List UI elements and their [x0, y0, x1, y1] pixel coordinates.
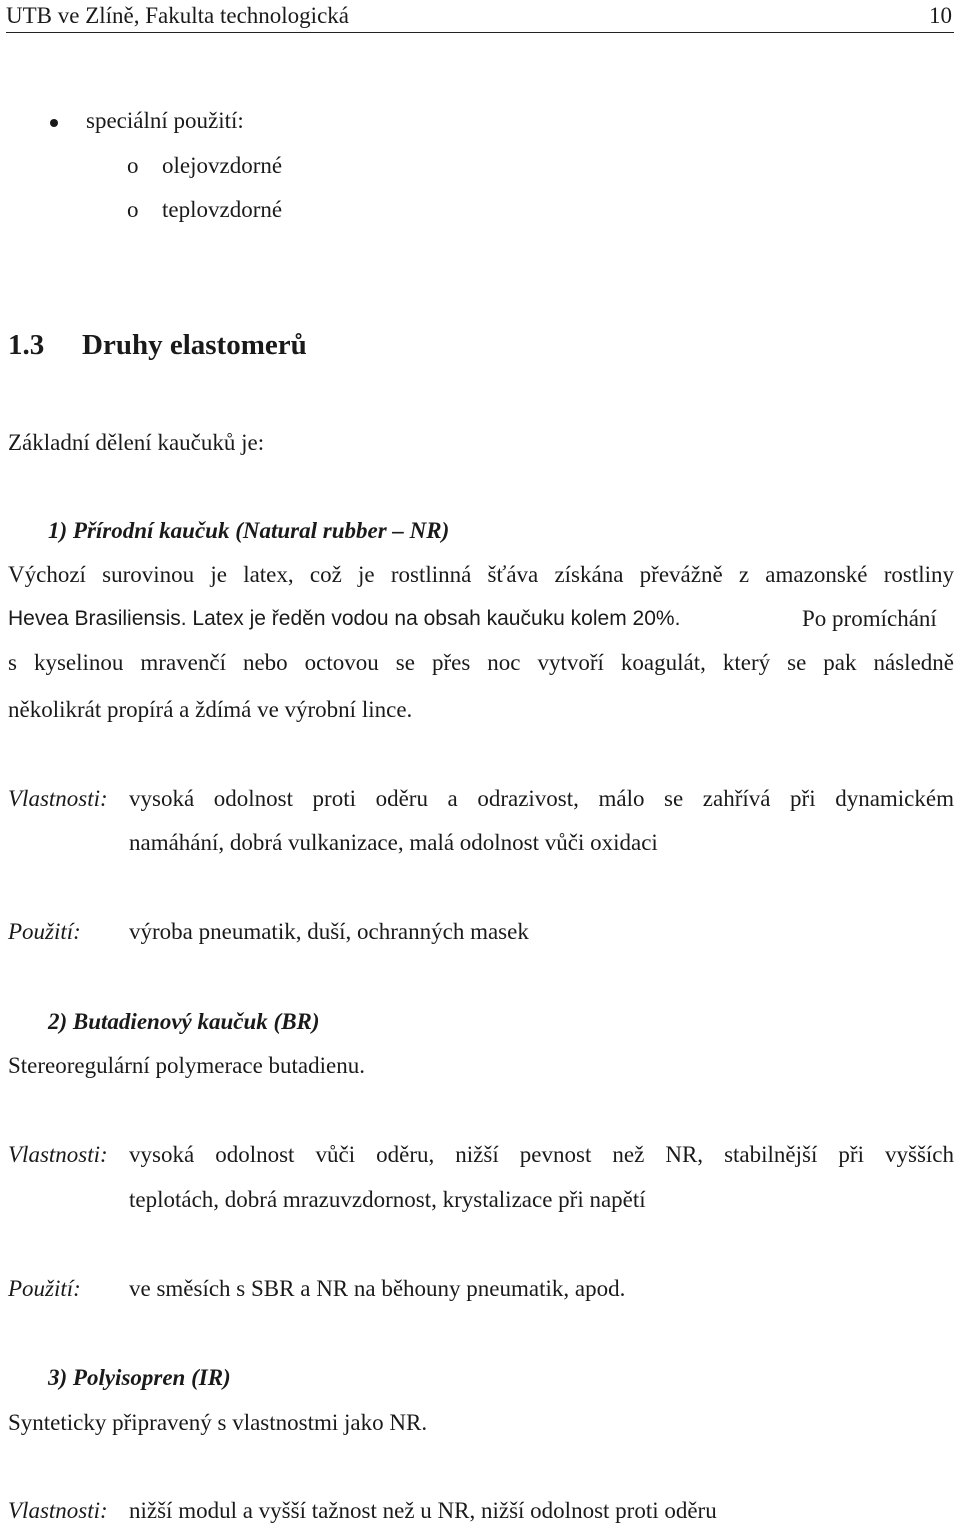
nr-use-label: Použití: — [8, 919, 81, 944]
page-header — [6, 0, 954, 33]
br-props-line1: vysoká odolnost vůči oděru, nižší pevnost než NR, stabilnější při vyšších — [129, 1142, 954, 1167]
page-number: 10 — [929, 3, 952, 28]
list-item: speciální použití: — [86, 108, 244, 133]
nr-use-text: výroba pneumatik, duší, ochranných masek — [129, 919, 529, 944]
br-props-label: Vlastnosti: — [8, 1142, 108, 1167]
intro-text: Základní dělení kaučuků je: — [8, 430, 265, 455]
nr-line2a: Hevea Brasiliensis. Latex je ředěn vodou na obsah kaučuku kolem 20%. — [8, 607, 681, 630]
nr-props-line2: namáhání, dobrá vulkanizace, malá odolnost vůči oxidaci — [129, 830, 658, 855]
ir-desc: Synteticky připravený s vlastnostmi jako NR. — [8, 1410, 428, 1435]
nr-line1: Výchozí surovinou je latex, což je rostlinná šťáva získána převážně z amazonské rostliny — [8, 562, 954, 587]
nr-props-label: Vlastnosti: — [8, 786, 108, 811]
nr-heading: 1) Přírodní kaučuk (Natural rubber – NR) — [48, 518, 450, 543]
br-props-line2: teplotách, dobrá mrazuvzdornost, krystalizace při napětí — [129, 1187, 646, 1212]
ir-props-line1: nižší modul a vyšší tažnost než u NR, nižší odolnost proti oděru — [129, 1498, 717, 1523]
nr-line3: s kyselinou mravenčí nebo octovou se přes noc vytvoří koagulát, který se pak následně — [8, 650, 954, 675]
br-desc: Stereoregulární polymerace butadienu. — [8, 1053, 365, 1078]
bullet-icon — [50, 119, 58, 127]
nr-line2b: Po promíchání — [802, 606, 937, 631]
ir-heading: 3) Polyisopren (IR) — [48, 1365, 231, 1390]
br-use-text: ve směsích s SBR a NR na běhouny pneumatik, apod. — [129, 1276, 626, 1301]
section-title: Druhy elastomerů — [82, 329, 307, 361]
ir-props-label: Vlastnosti: — [8, 1498, 108, 1523]
list-subitem: olejovzdorné — [162, 153, 283, 178]
sub-bullet-icon: o — [127, 197, 139, 222]
nr-props-line1: vysoká odolnost proti oděru a odrazivost, málo se zahřívá při dynamickém — [129, 786, 954, 811]
section-number: 1.3 — [8, 329, 45, 361]
br-use-label: Použití: — [8, 1276, 81, 1301]
nr-line4: několikrát propírá a ždímá ve výrobní lince. — [8, 697, 413, 722]
header-title: UTB ve Zlíně, Fakulta technologická — [6, 3, 349, 28]
br-heading: 2) Butadienový kaučuk (BR) — [48, 1009, 320, 1034]
sub-bullet-icon: o — [127, 153, 139, 178]
list-subitem: teplovzdorné — [162, 197, 283, 222]
